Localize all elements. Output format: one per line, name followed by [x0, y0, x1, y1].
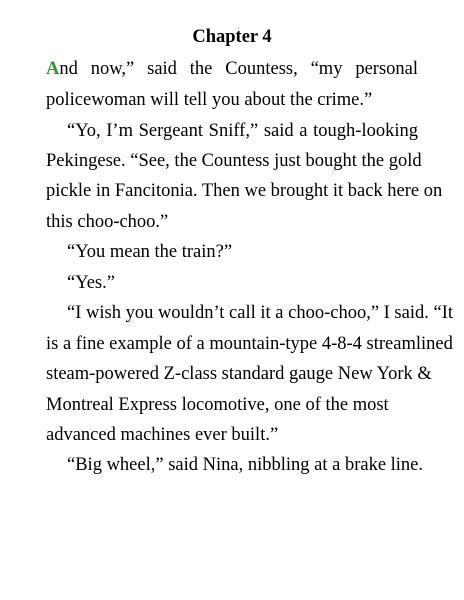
- text-line: Pekingese. “See, the Countess just bought the gold: [46, 151, 422, 171]
- text-line: “You mean the train?”: [67, 242, 233, 262]
- text-line: “Yo, I’m Sergeant Sniff,” said a tough-looking: [67, 121, 418, 141]
- text-line: policewoman will tell you about the crime.”: [46, 90, 373, 110]
- text-line: “Big wheel,” said Nina, nibbling at a brake line.: [67, 455, 424, 475]
- drop-cap: A: [46, 59, 60, 79]
- text-line: steam-powered Z-class standard gauge New York &: [46, 364, 432, 384]
- text-line: this choo-choo.”: [46, 212, 169, 232]
- text-line: “Yes.”: [67, 273, 115, 293]
- text-line: “I wish you wouldn’t call it a choo-choo,” I said. “It: [67, 303, 453, 323]
- text-line: Montreal Express locomotive, one of the most: [46, 395, 389, 415]
- text-line: is a fine example of a mountain-type 4-8-4 streamlined: [46, 334, 453, 354]
- chapter-title: Chapter 4: [192, 27, 272, 47]
- text-line: pickle in Fancitonia. Then we brought it back here on: [46, 181, 443, 201]
- text-line: advanced machines ever built.”: [46, 425, 279, 445]
- text-line: And now,” said the Countess, “my personal: [46, 59, 418, 79]
